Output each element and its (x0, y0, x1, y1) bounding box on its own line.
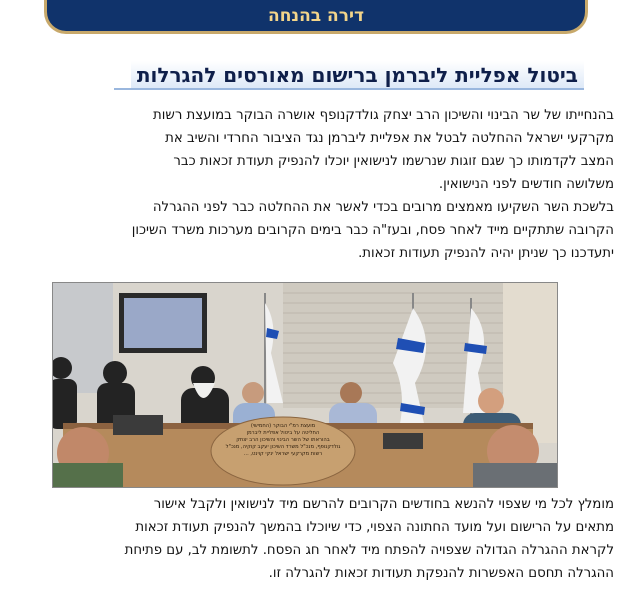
placard-line: מועצת רמ"י הבוקר (החמישי) (250, 423, 316, 429)
paragraph-line: הקרובה שתתקיים מייד לאחר פסח, ובעז"ה כבר בימים הקרובים מערכות משרד השיכון (131, 223, 614, 238)
headline-container (114, 60, 584, 90)
paragraph-line: מומלץ לכל מי שצפוי להנשא בחודשים הקרובים להרשם מיד לנישואין ולקבל אישור (153, 497, 614, 512)
section-banner (44, 0, 588, 34)
banner-title: דירה בהנחה (268, 5, 364, 26)
paragraph-line: יתעדכנו כך שניתן יהיה להנפיק תעודות זכאות. (358, 246, 614, 261)
meeting-photo (52, 282, 558, 488)
paragraph-line: מקרקעי ישראל ההחלטה לבטל את אפליית ליברמן נגד הציבור החרדי והשיב את (165, 131, 614, 146)
paragraph-line: המצב לקדמותו כך שגם זוגות שנרשמו לנישואין יוכלו להנפיק תעודת זכאות כבר (173, 154, 614, 169)
article-headline: ביטול אפליית ליברמן ברישום מאורסים להגרלות (131, 61, 584, 90)
article-body-top (20, 104, 614, 265)
paragraph-line: ההגרלה תחסם האפשרות להנפקת תעודות זכאות להגרלה זו. (268, 566, 614, 581)
paragraph-line: בלשכת השר השקיעו מאמצים מרובים בכדי לאשר את ההחלטה כבר לפני ההגרלה (152, 200, 614, 215)
paragraph-line: משלושה חודשים לפני הנישואין. (438, 177, 614, 192)
placard-text (213, 423, 353, 458)
placard-line: גולדקנופף, מנכ"ל משרד השיכון יעקב קוקיה, מנכ"ל (225, 444, 341, 450)
article-body-bottom (20, 493, 614, 585)
headline-underline (114, 88, 584, 90)
paragraph-line: לקראת ההגרלה הגדולה שצפויה להפתח מיד לאחר חג הפסח. לתשומת לב, עם פתיחת (124, 543, 614, 558)
paragraph-line: מתאים על הרישום ועל מועד החתונה הצפוי, כדי שיוכלו בהמשך להנפיק תעודת זכאות (135, 520, 614, 535)
paragraph-line: בהנחייתו של שר הבינוי והשיכון הרב יצחק גולדקנופף אושרה הבוקר במועצת רשות (153, 108, 614, 123)
placard-line: החליטה על ביטול אפליית ליברמן (246, 430, 320, 436)
placard-line: בהוראתו של השר הבינוי והשיכון הרב יצחק (236, 437, 330, 443)
placard-line: רשות מקרקעי ישראל ינקי קוינט, ... (243, 451, 323, 457)
